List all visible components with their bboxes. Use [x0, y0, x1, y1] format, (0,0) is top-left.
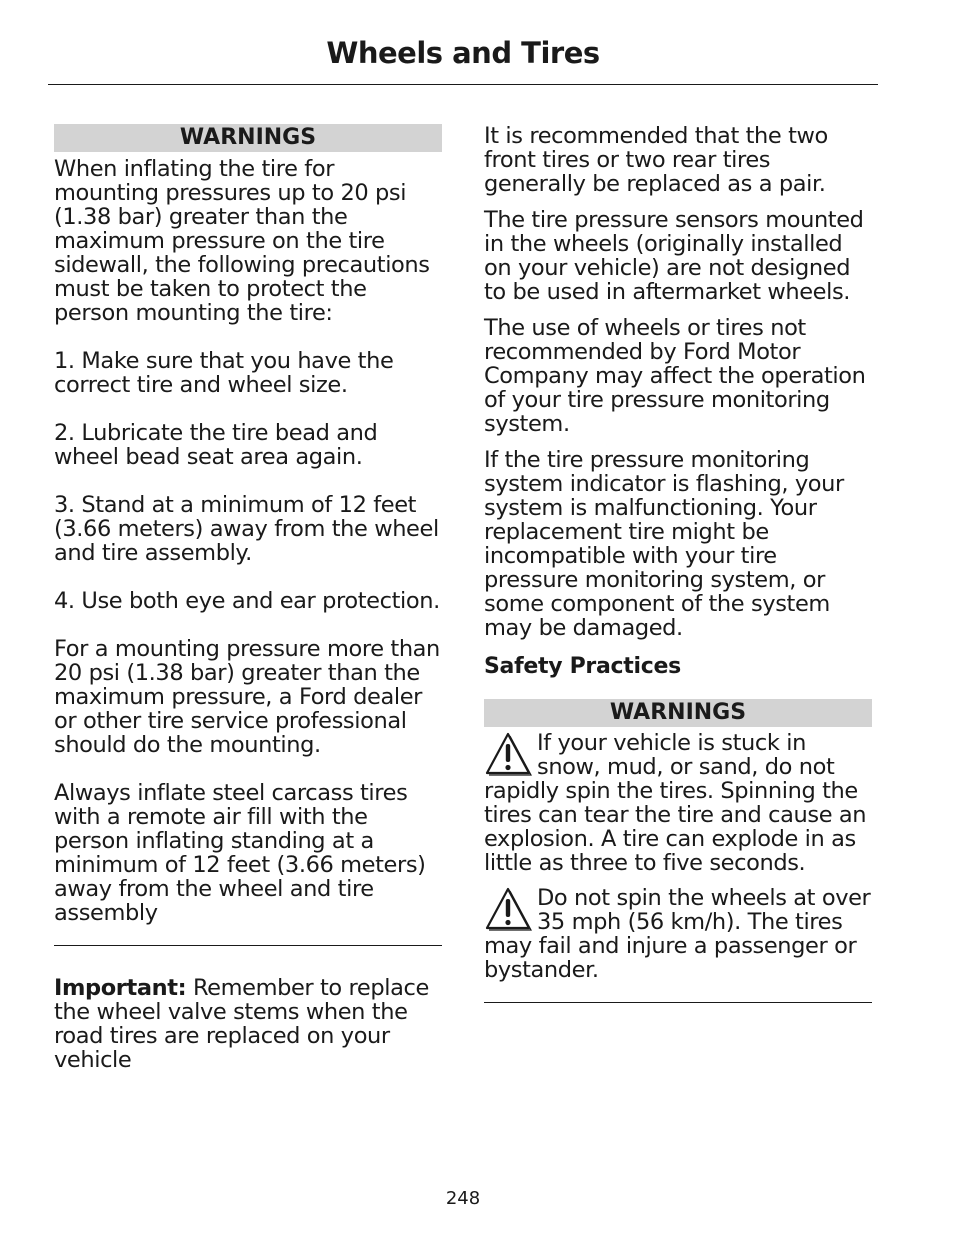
warnings-heading: WARNINGS [54, 124, 442, 152]
page-number: 248 [445, 1188, 481, 1209]
important-text: Remember to replace the wheel valve stems when the road tires are replaced on your vehicle [54, 975, 429, 1073]
body-paragraph: It is recommended that the two front tires or two rear tires generally be replaced as a pair. [484, 123, 828, 197]
warning-item-text: Do not spin the wheels at over 35 mph (56 km/h). The tires may fail and injure a passenger or bystander. [484, 885, 871, 983]
right-column [484, 124, 872, 1003]
warning-step: 2. Lubricate the tire bead and wheel bead seat area again. [54, 420, 378, 470]
warning-item [484, 731, 872, 875]
title-divider [48, 84, 878, 85]
warning-item-text: If your vehicle is stuck in snow, mud, or sand, do not rapidly spin the tires. Spinning the tires can tear the tire and cause an explosion. A tire can explode in as little as three to five seconds. [484, 730, 867, 876]
warning-item [484, 886, 872, 982]
section-heading: Safety Practices [484, 654, 681, 679]
warning-step: 3. Stand at a minimum of 12 feet (3.66 meters) away from the wheel and tire assembly. [54, 492, 439, 566]
warning-end-divider [54, 945, 442, 946]
body-paragraph: The tire pressure sensors mounted in the wheels (originally installed on your vehicle) are not designed to be used in aftermarket wheels. [484, 207, 864, 305]
alert-triangle-icon [484, 886, 532, 932]
body-paragraph: If the tire pressure monitoring system indicator is flashing, your system is malfunctioning. Your replacement tire might be incompatible with your tire pressure monitoring system, or some component of the system may be damaged. [484, 447, 844, 641]
warning-end-divider [484, 1002, 872, 1003]
warnings-heading: WARNINGS [484, 699, 872, 727]
important-label: Important: [54, 975, 187, 1001]
body-paragraph: The use of wheels or tires not recommended by Ford Motor Company may affect the operation of your tire pressure monitoring system. [484, 315, 866, 437]
warning-paragraph: For a mounting pressure more than 20 psi (1.38 bar) greater than the maximum pressure, a Ford dealer or other tire service professional should do the mounting. [54, 636, 440, 758]
page-title: Wheels and Tires [326, 36, 600, 70]
warning-step: 1. Make sure that you have the correct tire and wheel size. [54, 348, 394, 398]
warning-block [54, 157, 442, 925]
left-column [54, 124, 442, 1072]
alert-triangle-icon [484, 731, 532, 777]
warning-paragraph: Always inflate steel carcass tires with a remote air fill with the person inflating standing at a minimum of 12 feet (3.66 meters) away from the wheel and tire assembly [54, 780, 426, 926]
important-note [54, 976, 442, 1072]
warning-paragraph: When inflating the tire for mounting pressures up to 20 psi (1.38 bar) greater than the maximum pressure on the tire sidewall, the following precautions must be taken to protect the person mounting the tire: [54, 156, 430, 326]
warning-step: 4. Use both eye and ear protection. [54, 588, 440, 614]
